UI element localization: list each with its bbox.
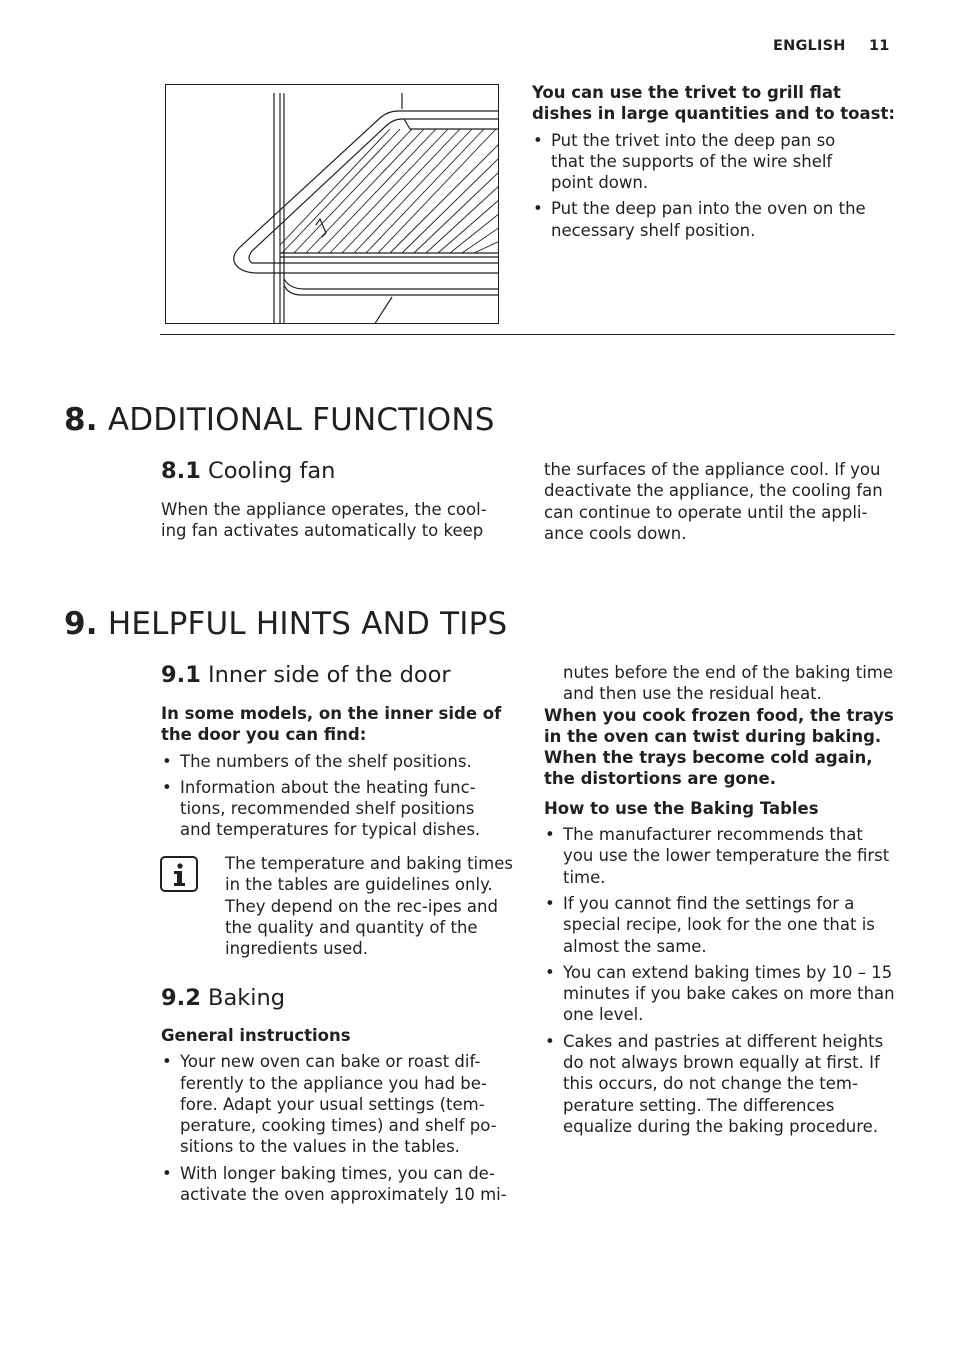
subsection-number: 8.1	[161, 458, 201, 484]
section-divider	[160, 334, 895, 335]
subsection-title: Cooling fan	[208, 458, 336, 484]
oven-shelf-drawing	[166, 85, 499, 324]
trivet-illustration	[165, 84, 499, 324]
cooling-fan-text-col1: When the appliance operates, the cool-ing fan activates automatically to keep	[161, 500, 487, 541]
general-instructions-heading: General instructions	[161, 1026, 351, 1045]
section-number: 9.	[64, 606, 98, 642]
info-note-text: The temperature and baking times in the tables are guidelines only. They depend on the rec-ipes and the quality and quantity of the ingredients used.	[225, 854, 513, 959]
baking-tables-bullets	[544, 824, 896, 1137]
inner-door-intro: In some models, on the inner side of the door you can find:	[161, 704, 502, 745]
section-heading-9	[64, 606, 507, 642]
list-item: • You can extend baking times by 10 – 15 minutes if you bake cakes on more than one level.	[544, 962, 896, 1026]
list-item: • The numbers of the shelf positions.	[161, 751, 507, 772]
subsection-heading-9-2	[161, 984, 285, 1012]
list-item: • Information about the heating func-tions, recommended shelf positions and temperatures for typical dishes.	[161, 777, 507, 841]
subsection-title: Inner side of the door	[208, 662, 451, 688]
info-icon	[160, 856, 198, 892]
list-item: • Your new oven can bake or roast dif-ferently to the appliance you had be-fore. Adapt your usual settings (tem-perature, cooking times) and shelf po-sitions to the values in the tables.	[161, 1051, 511, 1157]
trivet-intro: You can use the trivet to grill flat dishes in large quantities and to toast:	[532, 83, 895, 124]
list-item: • Put the deep pan into the oven on the necessary shelf position.	[532, 198, 897, 241]
baking-right-column	[544, 662, 896, 1142]
header-language: ENGLISH	[773, 38, 846, 54]
subsection-heading-8-1	[161, 457, 335, 485]
list-item: • The manufacturer recommends that you use the lower temperature the first time.	[544, 824, 896, 888]
frozen-food-note: When you cook frozen food, the trays in the oven can twist during baking. When the trays become cold again, the distortions are gone.	[544, 705, 894, 789]
section-number: 8.	[64, 402, 98, 438]
baking-general-section	[161, 1025, 511, 1210]
trivet-bullets	[532, 130, 897, 241]
cooling-fan-text-col2: the surfaces of the appliance cool. If you deactivate the appliance, the cooling fan can continue to operate until the appli-ance cools down.	[544, 460, 883, 543]
inner-door-section	[161, 703, 507, 846]
subsection-heading-9-1	[161, 661, 451, 689]
section-heading-8	[64, 402, 495, 438]
page-number: 11	[869, 38, 890, 54]
continued-bullet-text: nutes before the end of the baking time and then use the residual heat.	[563, 663, 894, 704]
list-item: • Cakes and pastries at different heights do not always brown equally at first. If this occurs, do not change the tem-perature setting. The differences equalize during the baking procedure.	[544, 1031, 896, 1137]
general-instructions-bullets	[161, 1051, 511, 1205]
section-title: ADDITIONAL FUNCTIONS	[107, 402, 495, 438]
subsection-number: 9.1	[161, 662, 201, 688]
baking-tables-heading: How to use the Baking Tables	[544, 798, 819, 818]
list-item: • With longer baking times, you can de-activate the oven approximately 10 mi-	[161, 1163, 511, 1206]
list-item: • Put the trivet into the deep pan so that the supports of the wire shelf point down.	[532, 130, 897, 194]
subsection-title: Baking	[208, 985, 286, 1011]
section-title: HELPFUL HINTS AND TIPS	[107, 606, 508, 642]
subsection-number: 9.2	[161, 985, 201, 1011]
trivet-section	[532, 82, 897, 246]
inner-door-bullets	[161, 751, 507, 841]
list-item: • If you cannot find the settings for a special recipe, look for the one that is almost the same.	[544, 893, 896, 957]
